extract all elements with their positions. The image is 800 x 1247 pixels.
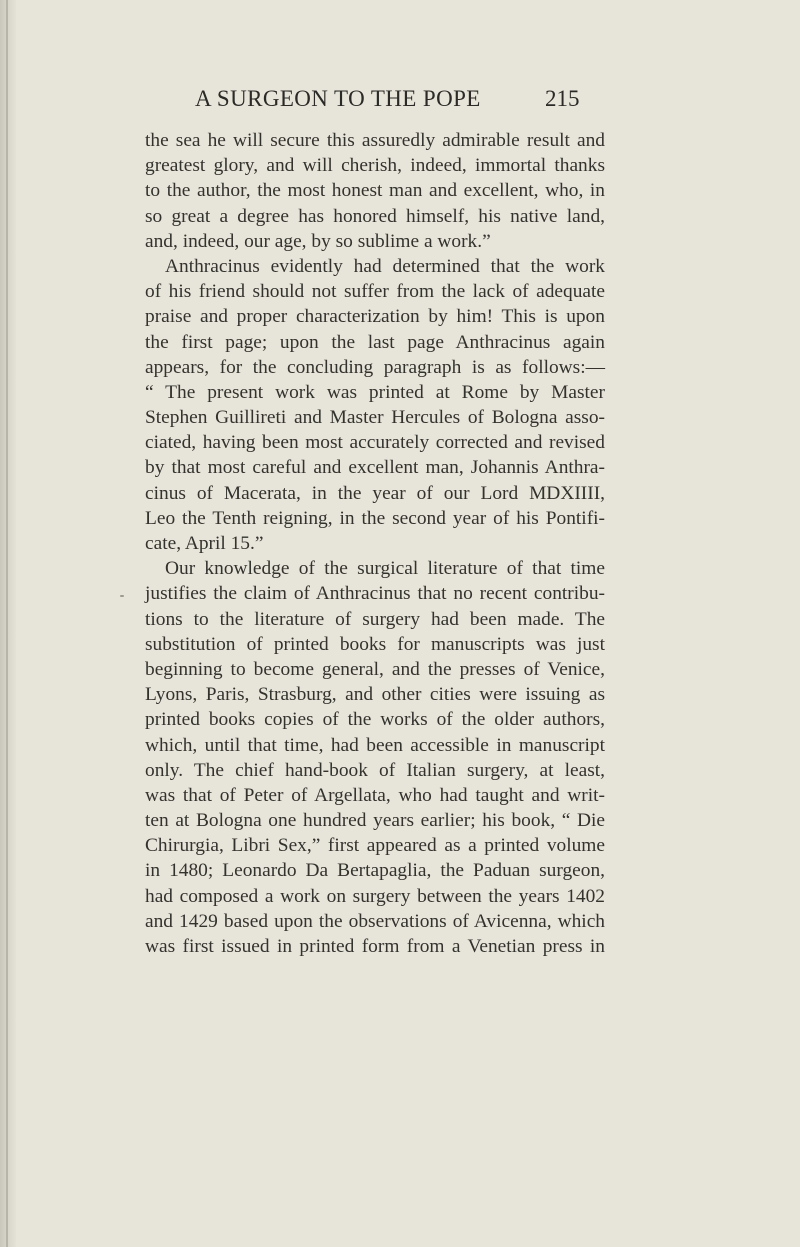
running-title: A SURGEON TO THE POPE (195, 86, 481, 111)
text-line: tions to the literature of surgery had been made. The (145, 608, 605, 630)
text-line: printed books copies of the works of the older authors, (145, 709, 605, 731)
text-line: ten at Bologna one hundred years earlier; his book, “ Die (145, 810, 605, 832)
gutter-line (6, 0, 8, 1247)
body-text (145, 128, 605, 959)
page-smudge (120, 595, 124, 597)
text-line: Anthracinus evidently had determined that the work (165, 255, 605, 277)
text-line: praise and proper characterization by him! This is upon (145, 306, 605, 328)
text-line: was that of Peter of Argellata, who had taught and writ- (145, 784, 605, 806)
text-line: the first page; upon the last page Anthracinus again (145, 331, 605, 353)
text-line: of his friend should not suffer from the lack of adequate (145, 281, 605, 303)
page-number: 215 (545, 86, 580, 111)
text-line: only. The chief hand-book of Italian surgery, at least, (145, 759, 605, 781)
text-line: which, until that time, had been accessible in manuscript (145, 734, 605, 756)
text-line: Chirurgia, Libri Sex,” first appeared as a printed volume (145, 835, 605, 857)
text-line: the sea he will secure this assuredly admirable result and (145, 130, 605, 151)
text-line: was first issued in printed form from a Venetian press in (145, 936, 605, 957)
text-line: so great a degree has honored himself, his native land, (145, 205, 605, 227)
text-line: “ The present work was printed at Rome by Master (145, 381, 605, 403)
text-line: Leo the Tenth reigning, in the second year of his Pontifi- (145, 507, 605, 529)
text-line: justifies the claim of Anthracinus that no recent contribu- (145, 583, 605, 605)
text-line: had composed a work on surgery between the years 1402 (145, 885, 605, 907)
text-line: and 1429 based upon the observations of Avicenna, which (145, 910, 605, 932)
text-line: cinus of Macerata, in the year of our Lord MDXIIII, (145, 482, 605, 504)
text-line: by that most careful and excellent man, Johannis Anthra- (145, 457, 605, 479)
page-gutter-edge (0, 0, 16, 1247)
text-line: cate, April 15.” (145, 533, 264, 554)
text-line: Stephen Guillireti and Master Hercules of Bologna asso- (145, 407, 605, 429)
text-line: appears, for the concluding paragraph is as follows:— (145, 356, 605, 378)
text-line: Lyons, Paris, Strasburg, and other cities were issuing as (145, 684, 605, 706)
text-line: substitution of printed books for manuscripts was just (145, 633, 605, 655)
text-line: and, indeed, our age, by so sublime a work.” (145, 230, 491, 252)
text-line: greatest glory, and will cherish, indeed, immortal thanks (145, 155, 605, 177)
text-line: to the author, the most honest man and excellent, who, in (145, 180, 605, 202)
text-line: in 1480; Leonardo Da Bertapaglia, the Paduan surgeon, (145, 860, 605, 882)
text-line: ciated, having been most accurately corrected and revised (145, 432, 605, 454)
text-line: Our knowledge of the surgical literature of that time (165, 558, 605, 580)
text-line: beginning to become general, and the presses of Venice, (145, 658, 605, 680)
